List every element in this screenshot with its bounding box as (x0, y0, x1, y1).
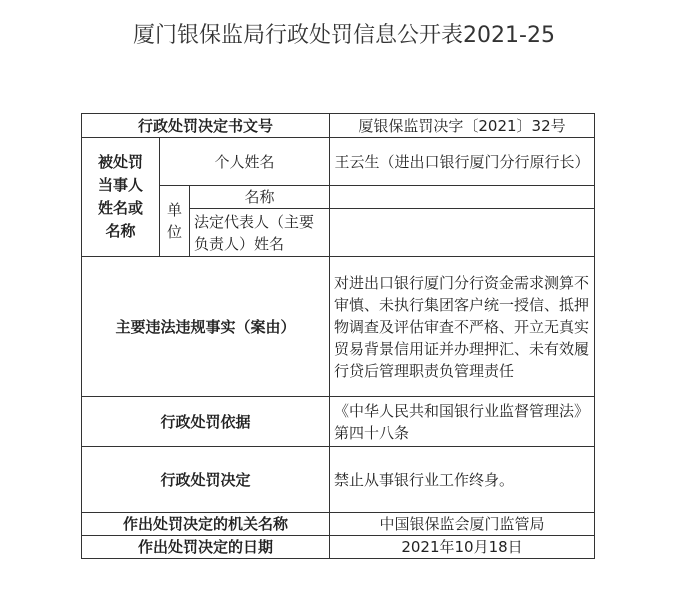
party-label-line: 被处罚 (97, 153, 143, 171)
penalty-info-table (81, 113, 595, 559)
facts-row (82, 257, 595, 397)
authority-label: 作出处罚决定的机关名称 (82, 513, 330, 536)
page-title: 厦门银保监局行政处罚信息公开表2021-25 (133, 23, 555, 48)
authority-row (82, 513, 595, 536)
party-label-line: 名称 (105, 222, 136, 240)
unit-name-label: 名称 (190, 186, 330, 209)
date-value: 2021年10月18日 (330, 536, 595, 559)
unit-name-value (330, 186, 595, 209)
basis-label: 行政处罚依据 (82, 397, 330, 447)
person-name-value: 王云生（进出口银行厦门分行原行长） (330, 138, 595, 186)
party-label (82, 138, 160, 257)
party-label-line: 姓名或 (97, 199, 143, 217)
facts-label: 主要违法违规事实（案由） (82, 257, 330, 397)
authority-value: 中国银保监会厦门监管局 (330, 513, 595, 536)
party-label-line: 当事人 (97, 176, 143, 194)
basis-value: 《中华人民共和国银行业监督管理法》第四十八条 (330, 397, 595, 447)
doc-number-label: 行政处罚决定书文号 (82, 114, 330, 138)
legal-rep-label: 法定代表人（主要负责人）姓名 (190, 209, 330, 257)
unit-label-line: 单 (166, 201, 182, 219)
legal-rep-value (330, 209, 595, 257)
date-label: 作出处罚决定的日期 (82, 536, 330, 559)
decision-row (82, 447, 595, 513)
decision-label: 行政处罚决定 (82, 447, 330, 513)
unit-label (160, 186, 190, 257)
facts-value: 对进出口银行厦门分行资金需求测算不审慎、未执行集团客户统一授信、抵押物调查及评估审查不严格、开立无真实贸易背景信用证并办理押汇、未有效履行贷后管理职责负管理责任 (330, 257, 595, 397)
basis-row (82, 397, 595, 447)
date-row (82, 536, 595, 559)
person-name-label: 个人姓名 (160, 138, 330, 186)
doc-number-row (82, 114, 595, 138)
decision-value: 禁止从事银行业工作终身。 (330, 447, 595, 513)
person-name-row (82, 138, 595, 186)
unit-label-line: 位 (166, 223, 182, 241)
doc-number-value: 厦银保监罚决字〔2021〕32号 (330, 114, 595, 138)
